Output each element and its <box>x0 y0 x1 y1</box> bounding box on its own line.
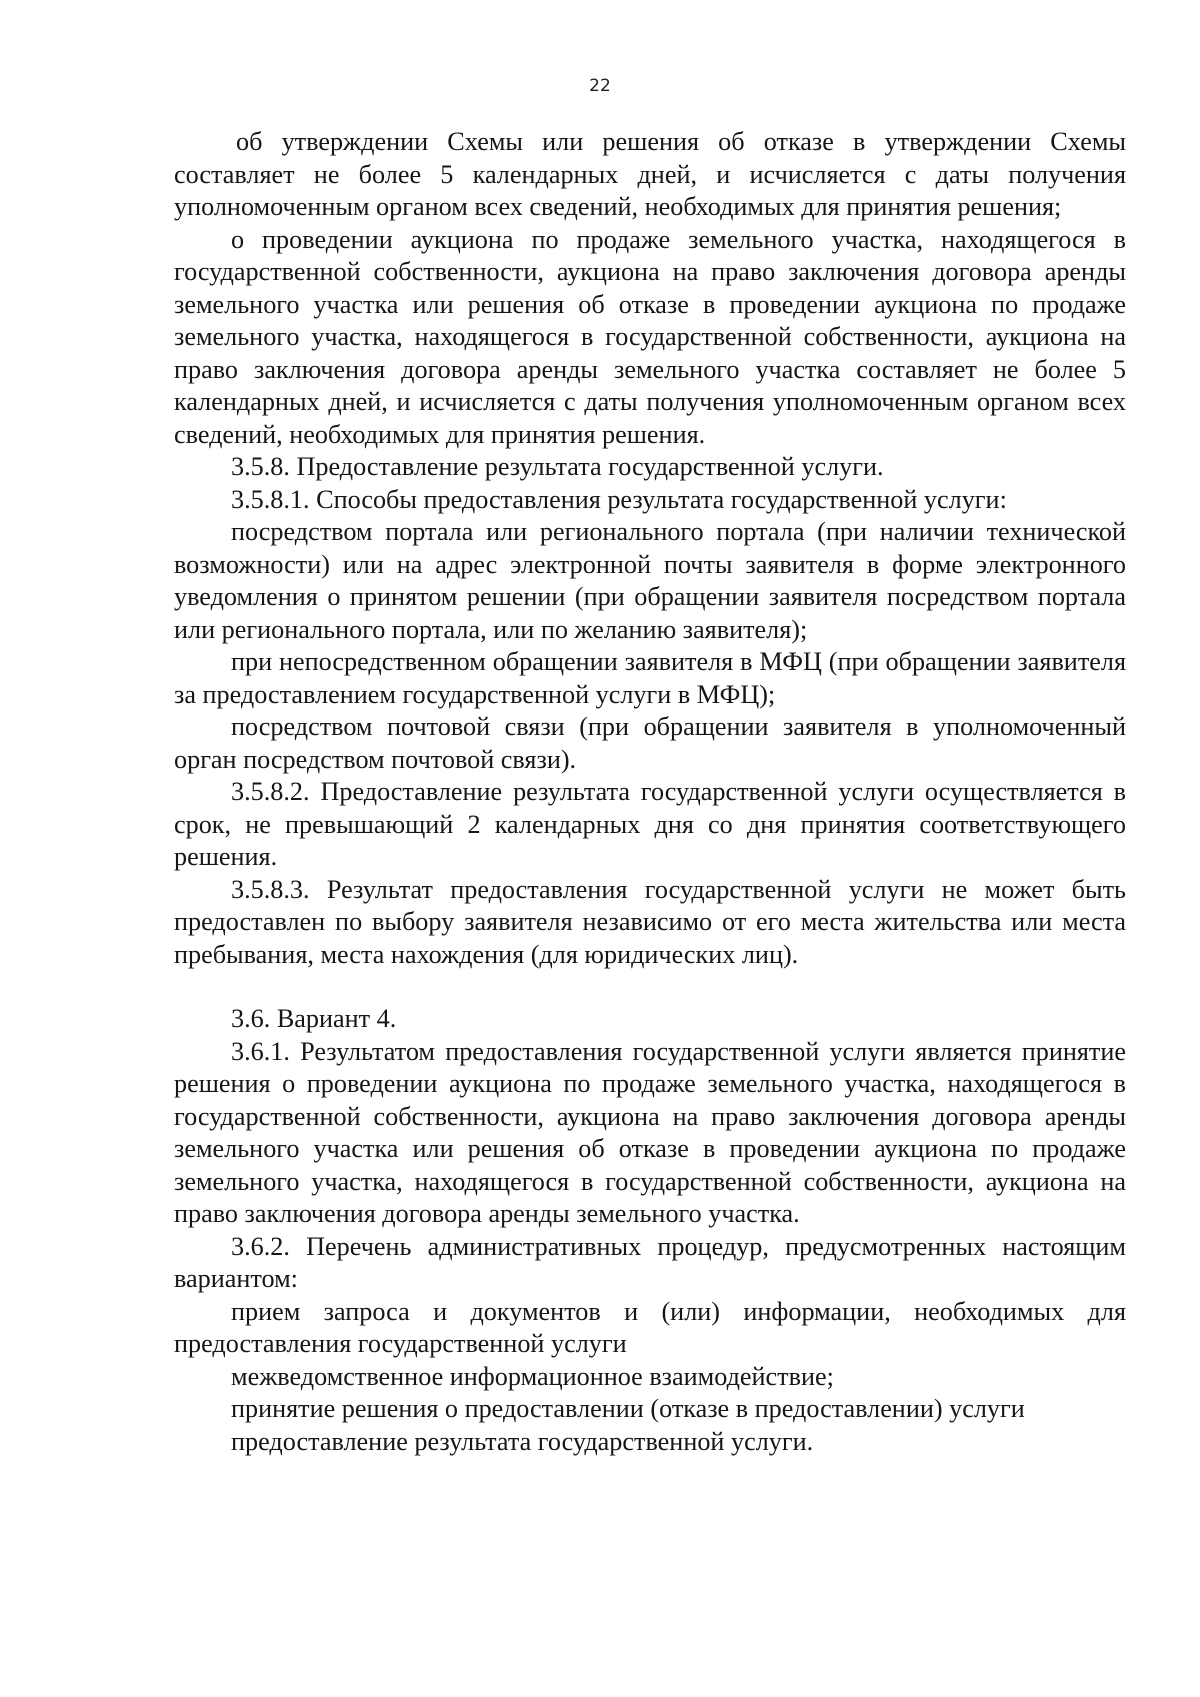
list-item-mfc-delivery: при непосредственном обращении заявителя в МФЦ (при обращении заявителя за предоставлением государственной услуги в МФЦ); <box>174 647 1126 709</box>
list-item-result-delivery: предоставление результата государственной услуги. <box>231 1426 814 1456</box>
list-item-interagency-interaction: межведомственное информационное взаимодействие; <box>231 1361 834 1391</box>
list-item-request-intake: прием запроса и документов и (или) информации, необходимых для предоставления государственной услуги <box>174 1296 1126 1358</box>
paragraph-auction-decision-term: о проведении аукциона по продаже земельного участка, находящегося в государственной собственности, аукциона на право заключения договора аренды земельного участка или решения об отказе в проведении аукциона по продаже земельного участка, находящегося в государственной собственности, аукциона на право заключения договора аренды земельного участка составляет не более 5 календарных дней, и исчисляется с даты получения уполномоченным органом всех сведений, необходимых для принятия решения. <box>174 224 1126 449</box>
list-item-decision-making: принятие решения о предоставлении (отказе в предоставлении) услуги <box>231 1394 1025 1423</box>
paragraph-3-5-8-3: 3.5.8.3. Результат предоставления государственной услуги не может быть предоставлен по выбору заявителя независимо от его места жительства или места пребывания, места нахождения (для юридических лиц). <box>174 874 1126 969</box>
paragraph-scheme-approval-term: об утверждении Схемы или решения об отказе в утверждении Схемы составляет не более 5 календарных дней, и исчисляется с даты получения уполномоченным органом всех сведений, необходимых для принятия решения; <box>174 127 1126 221</box>
heading-3-5-8: 3.5.8. Предоставление результата государственной услуги. <box>231 452 884 481</box>
heading-3-6: 3.6. Вариант 4. <box>231 1004 397 1033</box>
paragraph-3-6-2: 3.6.2. Перечень административных процедур, предусмотренных настоящим вариантом: <box>174 1231 1126 1293</box>
page-number: 22 <box>589 76 611 96</box>
document-body <box>174 126 1126 1458</box>
heading-3-5-8-1: 3.5.8.1. Способы предоставления результата государственной услуги: <box>231 484 1007 514</box>
section-spacer <box>174 971 1126 1003</box>
paragraph-3-5-8-2: 3.5.8.2. Предоставление результата государственной услуги осуществляется в срок, не превышающий 2 календарных дня со дня принятия соответствующего решения. <box>174 777 1126 871</box>
list-item-portal-delivery: посредством портала или регионального портала (при наличии технической возможности) или на адрес электронной почты заявителя в форме электронного уведомления о принятом решении (при обращении заявителя посредством портала или регионального портала, или по желанию заявителя); <box>174 517 1126 644</box>
paragraph-3-6-1: 3.6.1. Результатом предоставления государственной услуги является принятие решения о проведении аукциона по продаже земельного участка, находящегося в государственной собственности, аукциона на право заключения договора аренды земельного участка или решения об отказе в проведении аукциона по продаже земельного участка, находящегося в государственной собственности, аукциона на право заключения договора аренды земельного участка. <box>174 1036 1126 1228</box>
list-item-postal-delivery: посредством почтовой связи (при обращении заявителя в уполномоченный орган посредством почтовой связи). <box>174 712 1126 774</box>
